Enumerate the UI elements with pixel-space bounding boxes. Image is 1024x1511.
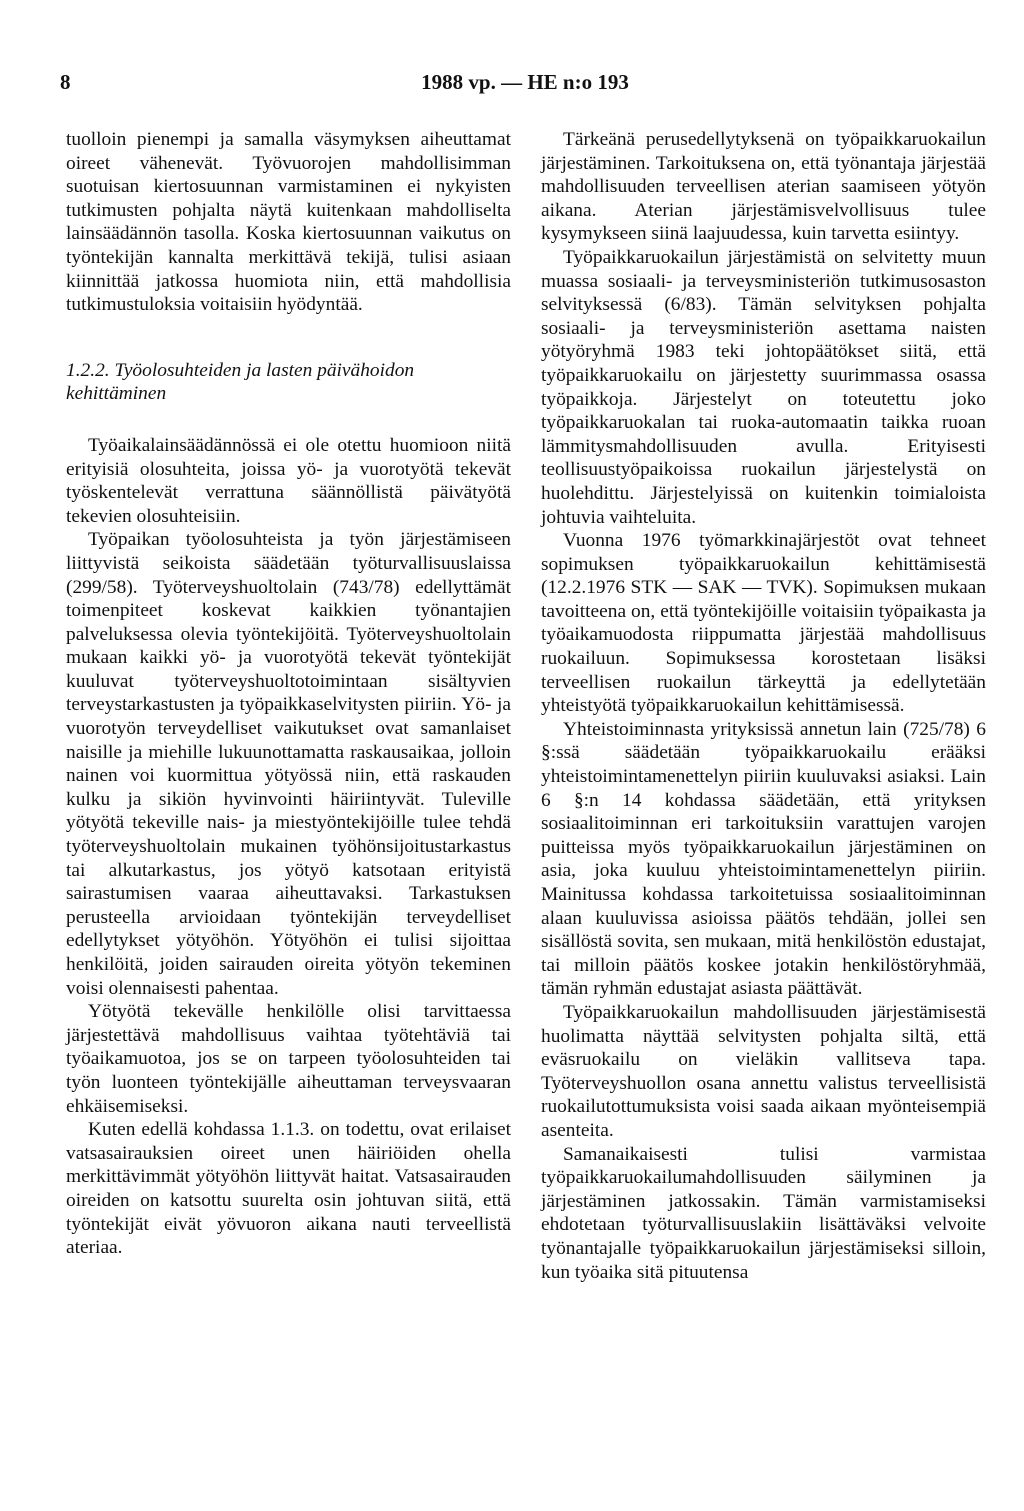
left-column: [66, 128, 511, 1260]
paragraph: Vuonna 1976 työmarkkinajärjestöt ovat tehneet sopimuksen työpaikkaruokailun kehittämisestä (12.2.1976 STK — SAK — TVK). Sopimuksen mukaan tavoitteena on, että työntekijöille voitaisiin työpaikasta ja työaikamuodosta riippumatta järjestää mahdollisuus ruokailuun. Sopimuksessa korostetaan lisäksi terveellisen ruokailun tärkeyttä ja edellytetään yhteistyötä työpaikkaruokailun kehittämisessä.: [541, 530, 986, 717]
paragraph: Yötyötä tekevälle henkilölle olisi tarvittaessa järjestettävä mahdollisuus vaihtaa työtehtäviä tai työaikamuotoa, jos se on tarpeen työolosuhteiden tai työn luonteen työntekijälle aiheuttaman terveysvaaran ehkäisemiseksi.: [66, 1001, 511, 1117]
paragraph: Työpaikan työolosuhteista ja työn järjestämiseen liittyvistä seikoista säädetään työturvallisuuslaissa (299/58). Työterveyshuoltolain (743/78) edellyttämät toimenpiteet koskevat kaikkien työnantajien palveluksessa olevia työntekijöitä. Työterveyshuoltolain mukaan kaikki yö- ja vuorotyötä tekevät työntekijät kuuluvat työterveyshuoltotoimintaan sisältyvien terveystarkastusten ja työpaikkaselvitysten piiriin. Yö- ja vuorotyön terveydelliset vaikutukset ovat samanlaiset naisille ja miehille lukuunottamatta raskausaikaa, jolloin nainen voi kuormittua yötyössä niin, että raskauden kulku ja sikiön hyvinvointi häiriintyvät. Tuleville yötyötä tekeville nais- ja miestyöntekijöille tulee tehdä työterveyshuoltolain mukainen työhönsijoitustarkastus tai alkutarkastus, jos yötyö katsotaan erityistä sairastumisen vaaraa aiheuttavaksi. Tarkastuksen perusteella arvioidaan työntekijän terveydelliset edellytykset yötyöhön. Yötyöhön ei tulisi sijoittaa henkilöitä, joiden sairauden oireita yötyön tekeminen voisi olennaisesti pahentaa.: [66, 529, 511, 999]
right-column: [541, 128, 986, 1284]
paragraph: Tärkeänä perusedellytyksenä on työpaikkaruokailun järjestäminen. Tarkoituksena on, että työnantaja järjestää mahdollisuuden terveellisen aterian saamiseen yötyön aikana. Aterian järjestämisvelvollisuus tulee kysymykseen siinä laajuudessa, kuin tarvetta esiintyy.: [541, 129, 986, 245]
paragraph: Työaikalainsäädännössä ei ole otettu huomioon niitä erityisiä olosuhteita, joissa yö- ja vuorotyötä tekevät työskentelevät verrattuna säännöllistä päivätyötä tekevien olosuhteisiin.: [66, 434, 511, 527]
page-header: [60, 70, 990, 102]
section-heading: 1.2.2. Työolosuhteiden ja lasten päivähoidon kehittäminen: [66, 359, 415, 405]
paragraph: Kuten edellä kohdassa 1.1.3. on todettu, ovat erilaiset vatsasairauksien oireet unen häiriöiden ohella merkittävimmät yötyöhön liittyvät haitat. Vatsasairauden oireiden on katsottu suurelta osin johtuvan siitä, että työntekijät eivät yövuoron aikana nauti terveellistä ateriaa.: [66, 1119, 511, 1259]
document-reference: 1988 vp. — HE n:o 193: [421, 70, 629, 94]
page-number: 8: [60, 70, 71, 94]
paragraph: Samanaikaisesti tulisi varmistaa työpaikkaruokailumahdollisuuden säilyminen ja järjestäminen jatkossakin. Tämän varmistamiseksi ehdotetaan työturvallisuuslakiin lisättäväksi velvoite työnantajalle työpaikkaruokailun järjestämiseksi silloin, kun työaika sitä pituutensa: [541, 1143, 986, 1283]
paragraph: Yhteistoiminnasta yrityksissä annetun lain (725/78) 6 §:ssä säädetään työpaikkaruokailu erääksi yhteistoimintamenettelyn piiriin kuuluvaksi asiaksi. Lain 6 §:n 14 kohdassa säädetään, että yrityksen sosiaalitoiminnan eri tarkoituksiin varattujen varojen puitteissa myös työpaikkaruokailun järjestäminen on asia, joka kuuluu yhteistoimintamenettelyn piiriin. Mainitussa kohdassa tarkoitetuissa sosiaalitoiminnan alaan kuuluvissa asioissa päätös tehdään, jollei sen sisällöstä sovita, sen mukaan, mitä henkilöstön edustajat, tai milloin päätös koskee jotakin henkilöstöryhmää, tämän ryhmän edustajat asiasta päättävät.: [541, 718, 986, 1000]
intro-paragraph: tuolloin pienempi ja samalla väsymyksen aiheuttamat oireet vähenevät. Työvuorojen mahdollisimman suotuisan kiertosuunnan varmistaminen ei nykyisten tutkimusten pohjalta näytä kuitenkaan mahdolliselta lainsäädännön tasolla. Koska kiertosuunnan vaikutus on työntekijän kannalta merkittävä tekijä, tulisi asiaan kiinnittää jatkossa huomiota niin, että mahdollisia tutkimustuloksia voitaisiin hyödyntää.: [66, 129, 511, 316]
paragraph: Työpaikkaruokailun mahdollisuuden järjestämisestä huolimatta näyttää selvitysten pohjalta siltä, että eväsruokailu on vieläkin vallitseva tapa. Työterveyshuollon osana annettu valistus terveellisistä ruokailutottumuksista voisi saada aikaan myönteisempiä asenteita.: [541, 1001, 986, 1141]
paragraph: Työpaikkaruokailun järjestämistä on selvitetty muun muassa sosiaali- ja terveysministeriön tutkimusosaston selvityksessä (6/83). Tämän selvityksen pohjalta sosiaali- ja terveysministeriön asettama naisten yötyöryhmä 1983 teki johtopäätökset siitä, että työpaikkaruokailu on järjestetty suurimmassa osassa työpaikkoja. Järjestelyt on toteutettu joko työpaikkaruokalan tai ruoka-automaatin taikka ruoan lämmitysmahdollisuuden avulla. Erityisesti teollisuustyöpaikoissa ruokailun järjestelystä on huolehdittu. Järjestelyissä on kuitenkin toimialoista johtuvia vaihteluita.: [541, 246, 986, 528]
